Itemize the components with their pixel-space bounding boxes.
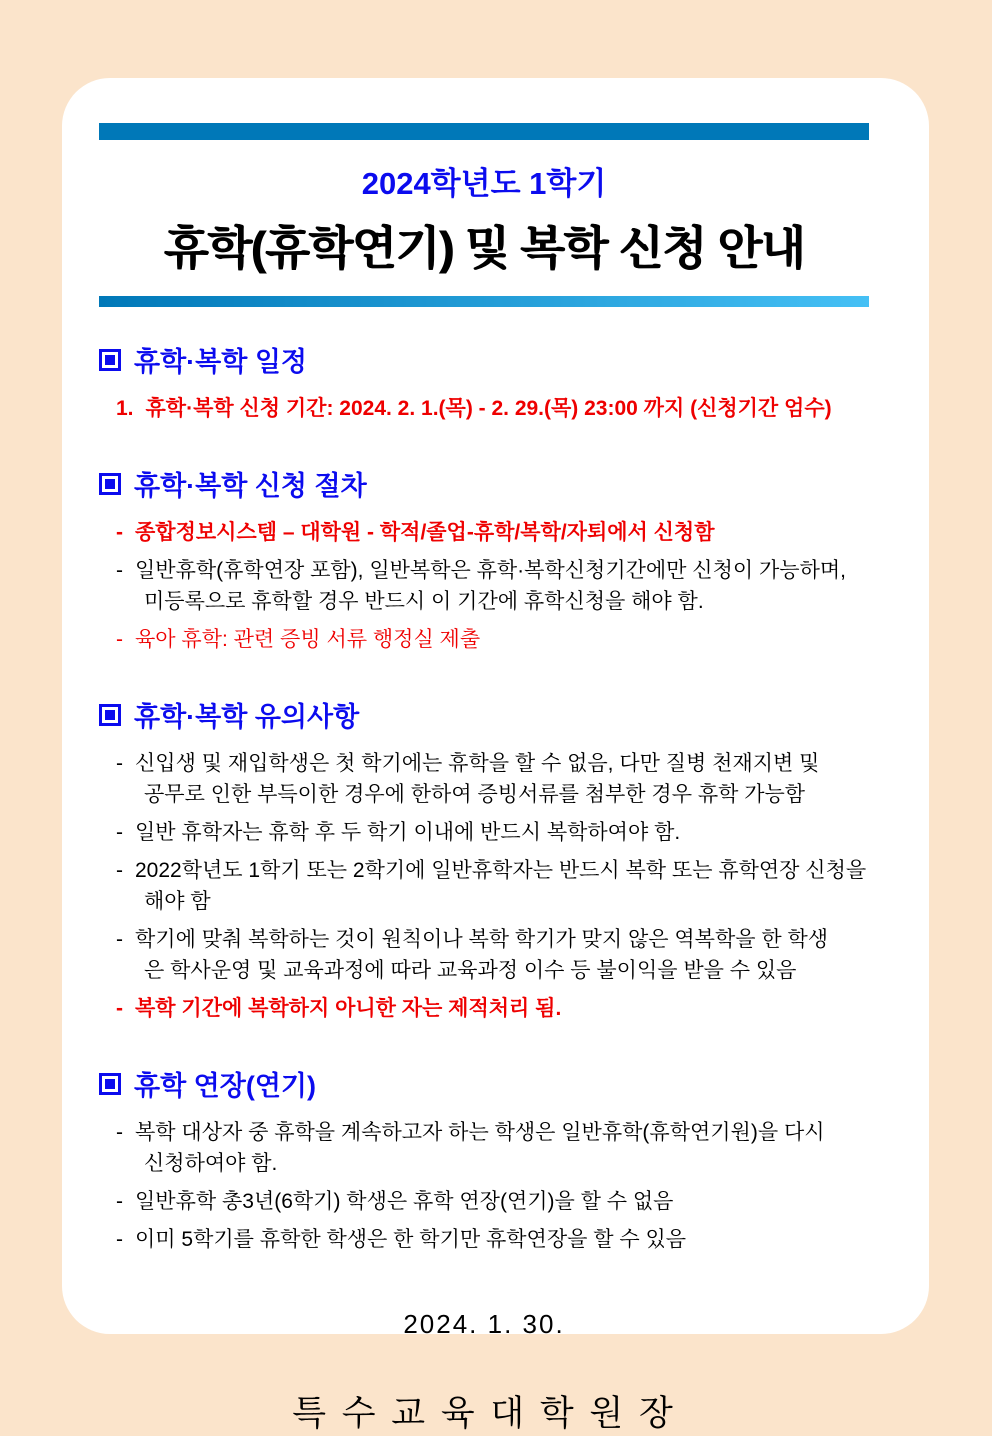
notice-item (116, 817, 869, 848)
section-heading-label: 휴학 연장(연기) (134, 1071, 316, 1101)
section-items (99, 393, 869, 424)
notice-subtitle: 2024학년도 1학기 (361, 166, 607, 201)
item-lines (135, 624, 480, 655)
notice-item (116, 1186, 869, 1217)
notice-item (116, 1117, 869, 1179)
item-line: 해야 함 (144, 890, 211, 913)
item-line: 신청하여야 함. (144, 1152, 278, 1175)
notice-item (116, 924, 869, 986)
notice-item (116, 748, 869, 810)
section-items (99, 748, 869, 1024)
item-lines (135, 517, 715, 548)
item-line: 종합정보시스템 – 대학원 - 학적/졸업-휴학/복학/자퇴에서 신청함 (135, 521, 715, 544)
item-line: 휴학·복학 신청 기간: 2024. 2. 1.(목) - 2. 29.(목) 23:00 까지 (신청기간 엄수) (145, 397, 832, 420)
section-items (99, 517, 869, 655)
item-line: 이미 5학기를 휴학한 학생은 한 학기만 휴학연장을 할 수 있음 (135, 1228, 687, 1251)
section-bullet-icon (99, 349, 121, 371)
section-heading-label: 휴학·복학 일정 (134, 347, 307, 377)
item-lines (135, 748, 819, 810)
item-marker: - (116, 521, 123, 544)
item-marker: - (116, 928, 123, 951)
section-heading (99, 1064, 869, 1103)
item-marker: - (116, 628, 123, 651)
item-lines (135, 1224, 686, 1255)
item-line: 육아 휴학: 관련 증빙 서류 행정실 제출 (135, 628, 481, 651)
section-heading (99, 340, 869, 379)
section-items (99, 1117, 869, 1255)
notice-item (116, 855, 869, 917)
item-marker: - (116, 752, 123, 775)
item-line: 일반휴학(휴학연장 포함), 일반복학은 휴학·복학신청기간에만 신청이 가능하며, (135, 559, 846, 582)
notice-card (62, 78, 929, 1433)
item-lines (146, 393, 832, 424)
item-line: 미등록으로 휴학할 경우 반드시 이 기간에 휴학신청을 해야 함. (144, 590, 704, 613)
section-heading (99, 464, 869, 503)
item-lines (135, 1117, 825, 1179)
item-lines (135, 924, 828, 986)
notice-date: 2024. 1. 30. (403, 1309, 565, 1339)
item-line: 학기에 맞춰 복학하는 것이 원칙이나 복학 학기가 맞지 않은 역복학을 한 학생 (135, 928, 829, 951)
notice-item (116, 1224, 869, 1255)
notice-title: 휴학(휴학연기) 및 복학 신청 안내 (163, 222, 805, 274)
item-lines (135, 555, 846, 617)
item-line: 2022학년도 1학기 또는 2학기에 일반휴학자는 반드시 복학 또는 휴학연장 신청을 (135, 859, 867, 882)
item-marker: - (116, 997, 123, 1020)
item-line: 신입생 및 재입학생은 첫 학기에는 휴학을 할 수 없음, 다만 질병 천재지변 및 (135, 752, 820, 775)
section-procedure (99, 464, 869, 655)
item-marker: - (116, 1121, 123, 1144)
title-underline-bar (99, 296, 869, 307)
item-lines (135, 817, 680, 848)
item-marker: - (116, 1228, 123, 1251)
notice-item (116, 555, 869, 617)
item-marker: - (116, 559, 123, 582)
notice-item (116, 517, 869, 548)
item-lines (135, 855, 866, 917)
notice-item (116, 393, 869, 424)
item-line: 공무로 인한 부득이한 경우에 한하여 증빙서류를 첨부한 경우 휴학 가능함 (144, 783, 806, 806)
item-line: 일반휴학 총3년(6학기) 학생은 휴학 연장(연기)을 할 수 없음 (135, 1190, 674, 1213)
item-line: 복학 기간에 복학하지 아니한 자는 제적처리 됨. (135, 997, 562, 1020)
section-schedule (99, 340, 869, 424)
item-marker: - (116, 821, 123, 844)
item-line: 은 학사운영 및 교육과정에 따라 교육과정 이수 등 불이익을 받을 수 있음 (144, 959, 797, 982)
item-lines (135, 1186, 673, 1217)
item-marker: - (116, 1190, 123, 1213)
item-marker: 1. (116, 397, 134, 420)
item-line: 복학 대상자 중 휴학을 계속하고자 하는 학생은 일반휴학(휴학연기원)을 다시 (135, 1121, 825, 1144)
section-heading-label: 휴학·복학 유의사항 (134, 702, 360, 732)
section-extension (99, 1064, 869, 1255)
section-bullet-icon (99, 1073, 121, 1095)
section-heading-label: 휴학·복학 신청 절차 (134, 471, 367, 501)
signature-title: 특 수 교 육 대 학 원 장 (292, 1394, 676, 1433)
item-lines (135, 993, 561, 1024)
section-bullet-icon (99, 704, 121, 726)
section-heading (99, 695, 869, 734)
section-bullet-icon (99, 473, 121, 495)
notice-item (116, 624, 869, 655)
item-line: 일반 휴학자는 휴학 후 두 학기 이내에 반드시 복학하여야 함. (135, 821, 681, 844)
notice-item (116, 993, 869, 1024)
item-marker: - (116, 859, 123, 882)
section-cautions (99, 695, 869, 1024)
top-accent-bar (99, 123, 869, 140)
